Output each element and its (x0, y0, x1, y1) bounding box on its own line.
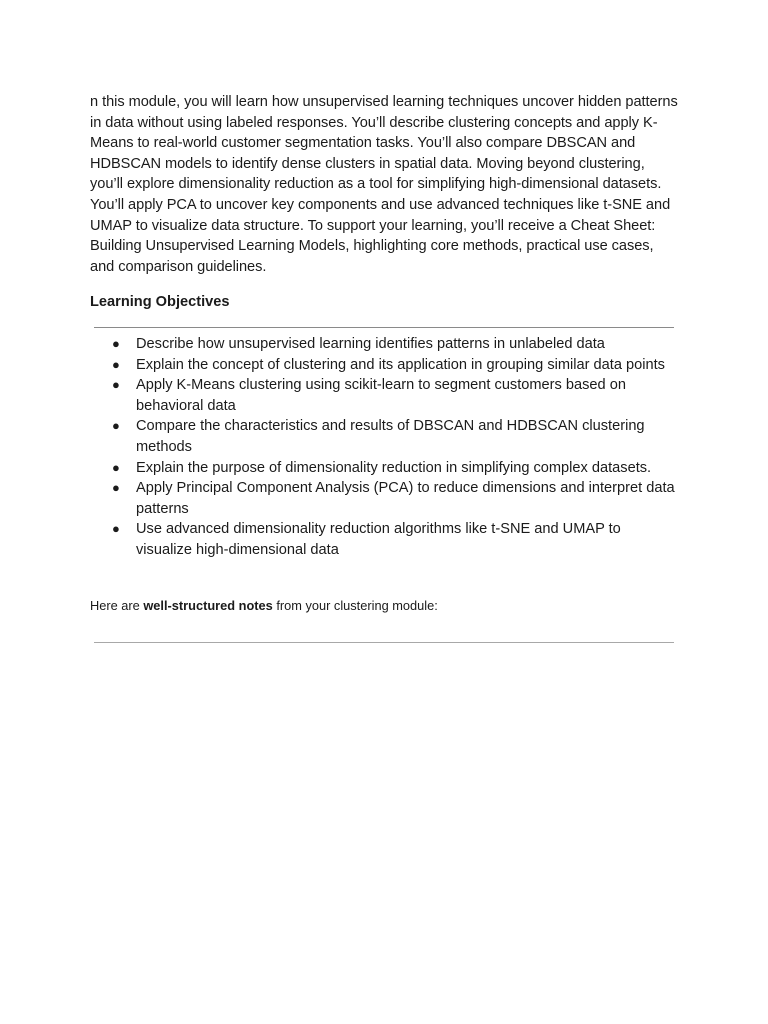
list-item-text: Explain the purpose of dimensionality reduction in simplifying complex datasets. (136, 459, 652, 476)
bullet-icon: ● (112, 336, 120, 351)
list-item (90, 334, 680, 355)
bullet-icon: ● (112, 356, 120, 372)
list-item-text: Compare the characteristics and results of DBSCAN and HDBSCAN clustering methods (136, 418, 645, 455)
list-item-text: Describe how unsupervised learning identifies patterns in unlabeled data (136, 336, 605, 352)
list-item (90, 355, 680, 376)
horizontal-rule (94, 642, 674, 643)
closing-sentence (90, 597, 438, 615)
closing-suffix: from your clustering module: (272, 598, 438, 613)
list-item-text: Use advanced dimensionality reduction algorithms like t-SNE and UMAP to visualize high-dimensional data (136, 521, 621, 558)
list-item (90, 458, 680, 479)
intro-paragraph: n this module, you will learn how unsupervised learning techniques uncover hidden patterns in data without using labeled responses. You’ll describe clustering concepts and apply K-Means to real-world customer segmentation tasks. You’ll also compare DBSCAN and HDBSCAN models to identify dense clusters in spatial data. Moving beyond clustering, you’ll explore dimensionality reduction as a tool for simplifying high-dimensional datasets. You’ll apply PCA to uncover key components and use advanced techniques like t-SNE and UMAP to visualize data structure. To support your learning, you’ll receive a Cheat Sheet: Building Unsupervised Learning Models, highlighting core methods, practical use cases, and comparison guidelines. (90, 94, 678, 275)
list-item (90, 519, 680, 560)
learning-objectives-list (90, 334, 680, 561)
list-item (90, 416, 680, 457)
list-item-text: Apply Principal Component Analysis (PCA) to reduce dimensions and interpret data patterns (136, 480, 675, 517)
list-item-text: Apply K-Means clustering using scikit-learn to segment customers based on behavioral data (136, 377, 626, 414)
bullet-icon: ● (112, 480, 120, 496)
bullet-icon: ● (112, 521, 120, 537)
bullet-icon: ● (112, 377, 120, 393)
closing-emphasis: well-structured notes (143, 598, 273, 613)
list-item-text: Explain the concept of clustering and its application in grouping similar data points (136, 356, 665, 373)
list-item (90, 478, 680, 519)
list-item (90, 375, 680, 416)
bullet-icon: ● (112, 459, 120, 475)
closing-prefix: Here are (90, 598, 144, 613)
bullet-icon: ● (112, 418, 120, 434)
horizontal-rule (94, 327, 674, 328)
learning-objectives-heading: Learning Objectives (90, 294, 230, 310)
